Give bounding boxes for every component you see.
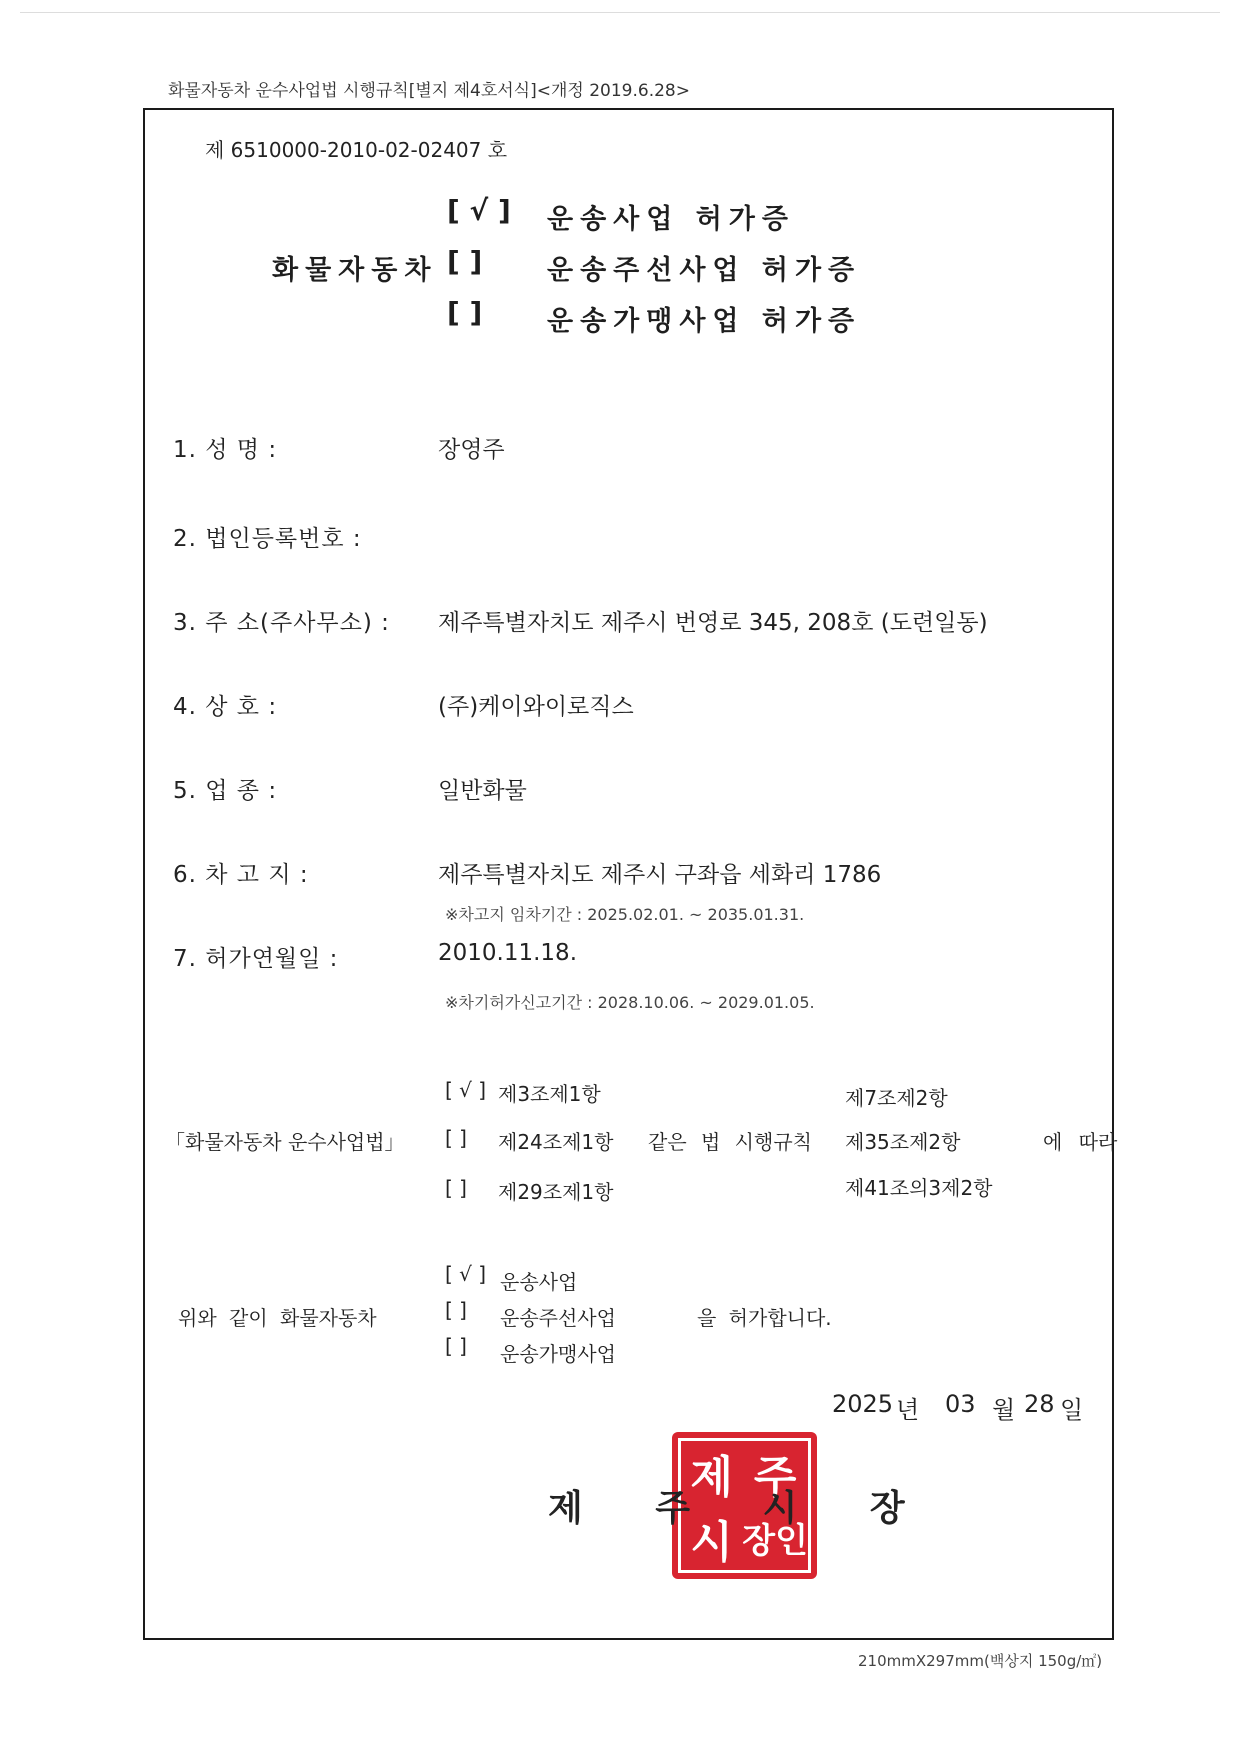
field-name-value: 장영주	[438, 437, 505, 463]
article-3-mark: [ ]	[445, 1176, 467, 1200]
article-1-mark: [ √ ]	[445, 1078, 487, 1102]
form-header: 화물자동차 운수사업법 시행규칙[별지 제4호서식]<개정 2019.6.28>	[168, 81, 690, 101]
seal-char-3: 시	[690, 1516, 733, 1568]
field-business-type-label: 5. 업 종 :	[173, 778, 278, 804]
article-2-text: 제24조제1항	[498, 1130, 614, 1154]
seal-char-1: 제	[690, 1452, 733, 1504]
field-company-label: 4. 상 호 :	[173, 694, 278, 720]
field-name-label: 1. 성 명 :	[173, 437, 278, 463]
issuer-title: 제 주 시 장	[548, 1488, 935, 1529]
grant-option-2-text: 운송주선사업	[500, 1306, 616, 1330]
rule-article-1: 제7조제2항	[845, 1086, 948, 1110]
grant-option-1-mark: [ √ ]	[445, 1262, 487, 1286]
document-number: 제 6510000-2010-02-02407 호	[205, 138, 508, 162]
field-business-type-value: 일반화물	[438, 778, 527, 804]
rule-article-2: 제35조제2항	[845, 1130, 961, 1154]
paper-spec: 210mmX297mm(백상지 150g/㎡)	[858, 1652, 1103, 1670]
seal-char-4: 장	[742, 1521, 776, 1562]
title-option-3-mark: [ ]	[447, 296, 483, 329]
legal-act-name: 「화물자동차 운수사업법」	[165, 1130, 405, 1154]
field-address-label: 3. 주 소(주사무소) :	[173, 610, 390, 636]
title-option-3-label: 운송가맹사업 허가증	[547, 306, 862, 337]
date-year-unit: 년	[896, 1396, 920, 1424]
title-option-2-mark: [ ]	[447, 245, 483, 278]
field-corp-reg-label: 2. 법인등록번호 :	[173, 526, 362, 552]
seal-char-5: 인	[775, 1521, 808, 1562]
field-garage-value: 제주특별자치도 제주시 구좌읍 세화리 1786	[438, 862, 882, 888]
grant-option-3-text: 운송가맹사업	[500, 1342, 616, 1366]
title-option-1-label: 운송사업 허가증	[547, 204, 795, 235]
grant-option-2-mark: [ ]	[445, 1298, 467, 1322]
title-prefix: 화물자동차	[272, 255, 438, 286]
article-2-mark: [ ]	[445, 1126, 467, 1150]
article-1-text: 제3조제1항	[498, 1082, 601, 1106]
legal-connector: 같은 법 시행규칙	[648, 1130, 812, 1154]
date-day: 28	[1024, 1390, 1055, 1418]
rule-article-3: 제41조의3제2항	[845, 1176, 993, 1200]
date-month: 03	[945, 1390, 976, 1418]
date-day-unit: 일	[1060, 1396, 1084, 1424]
grant-intro: 위와 같이 화물자동차	[178, 1306, 377, 1330]
title-option-2-label: 운송주선사업 허가증	[547, 255, 862, 286]
title-option-1-mark: [ √ ]	[447, 194, 511, 227]
grant-statement: 을 허가합니다.	[697, 1306, 832, 1330]
field-address-value: 제주특별자치도 제주시 번영로 345, 208호 (도련일동)	[438, 610, 988, 636]
field-company-value: (주)케이와이로직스	[438, 694, 634, 720]
grant-option-1-text: 운송사업	[500, 1270, 578, 1294]
next-report-note: ※차기허가신고기간 : 2028.10.06. ~ 2029.01.05.	[445, 993, 815, 1012]
scan-edge-line	[20, 12, 1220, 13]
date-month-unit: 월	[992, 1396, 1016, 1424]
field-garage-label: 6. 차 고 지 :	[173, 862, 309, 888]
field-permit-date-value: 2010.11.18.	[438, 940, 577, 966]
article-3-text: 제29조제1항	[498, 1180, 614, 1204]
garage-lease-note: ※차고지 임차기간 : 2025.02.01. ~ 2035.01.31.	[445, 905, 805, 924]
seal-char-2: 주	[753, 1452, 797, 1504]
legal-suffix: 에 따라	[1043, 1130, 1118, 1154]
grant-option-3-mark: [ ]	[445, 1334, 467, 1358]
field-permit-date-label: 7. 허가연월일 :	[173, 946, 339, 972]
date-year: 2025	[832, 1390, 894, 1418]
